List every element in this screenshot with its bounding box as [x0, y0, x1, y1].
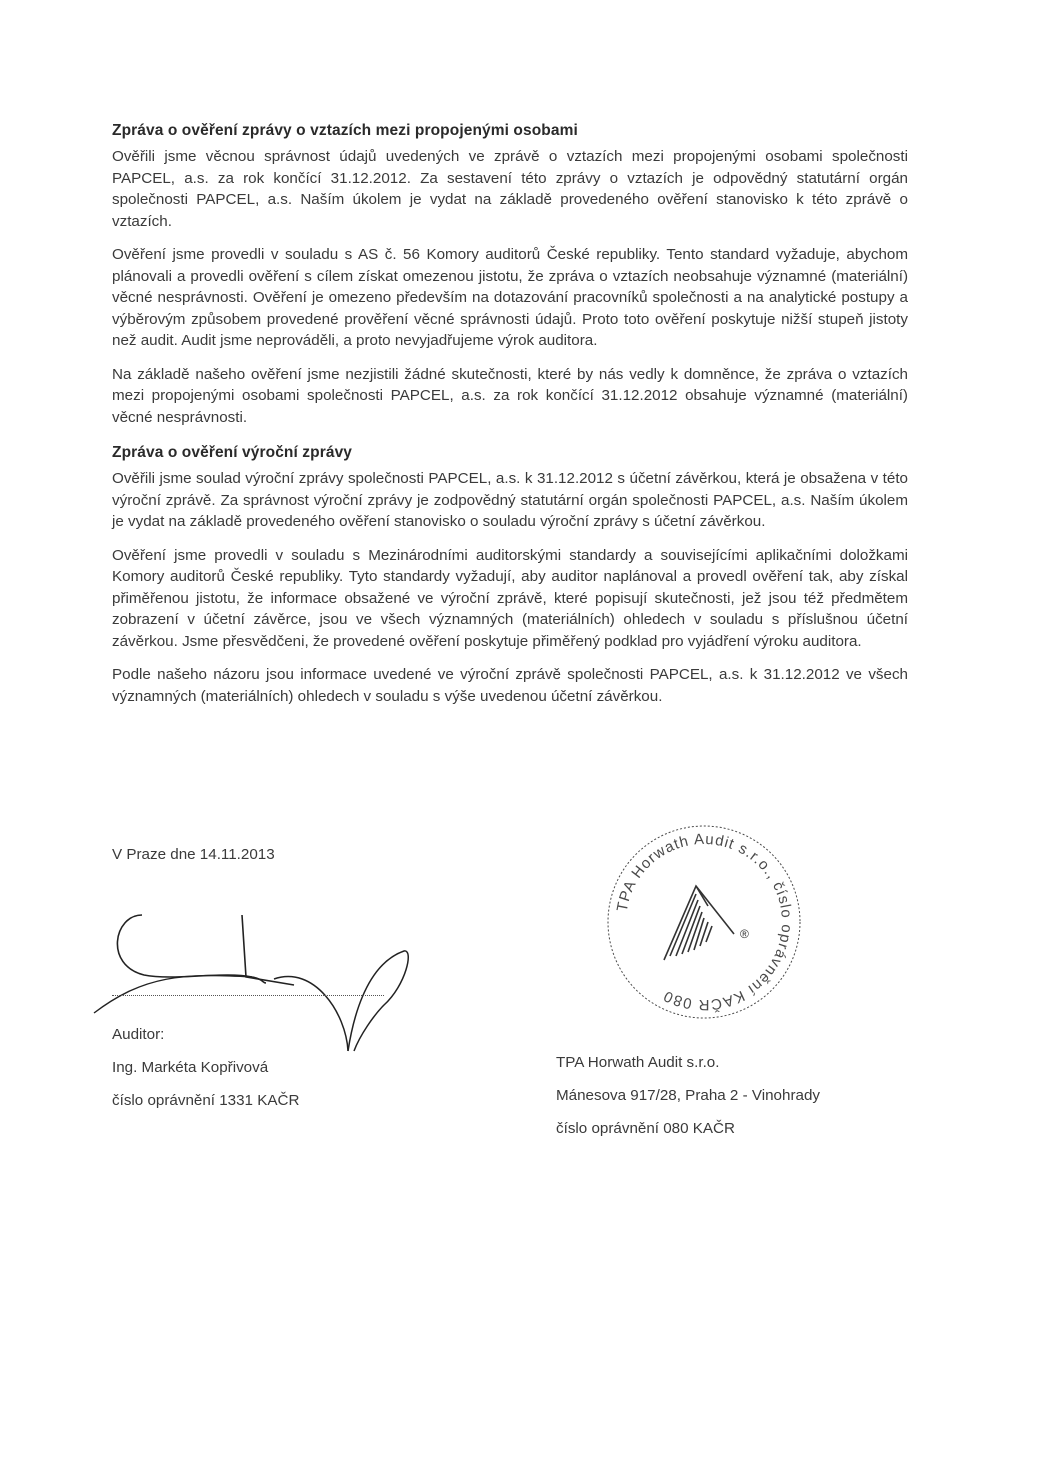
report-body: [112, 122, 908, 719]
firm-license: číslo oprávnění 080 KAČR: [556, 1120, 735, 1137]
paragraph: Ověřili jsme věcnou správnost údajů uvedených ve zprávě o vztazích mezi propojenými osobami společnosti PAPCEL, a.s. za rok končící 31.12.2012. Za sestavení této zprávy o vztazích je odpovědný statutární orgán společnosti PAPCEL, a.s. Naším úkolem je vydat na základě provedeného ověření stanovisko k této zprávě o vztazích.: [112, 148, 908, 230]
place-and-date: V Praze dne 14.11.2013: [112, 846, 275, 863]
company-stamp: [604, 822, 804, 1022]
auditor-block: [112, 1018, 299, 1117]
firm-block: [556, 1046, 820, 1145]
auditor-name: Ing. Markéta Kopřivová: [112, 1059, 269, 1076]
section-heading-annual-report: Zpráva o ověření výroční zprávy: [112, 444, 353, 461]
auditor-label: Auditor:: [112, 1026, 165, 1043]
firm-name: TPA Horwath Audit s.r.o.: [556, 1054, 720, 1071]
paragraph: Na základě našeho ověření jsme nezjistili žádné skutečnosti, které by nás vedly k domněnce, že zpráva o vztazích mezi propojenými osobami společnosti PAPCEL, a.s. za rok končící 31.12.2012 obsahuje významné (materiální) věcné nesprávnosti.: [112, 365, 908, 426]
signature-dotted-line: [112, 995, 384, 996]
paragraph: Ověřili jsme soulad výroční zprávy společnosti PAPCEL, a.s. k 31.12.2012 s účetní závěrkou, která je obsažena v této výroční zprávě. Za správnost výroční zprávy je zodpovědný statutární orgán společnosti PAPCEL, a.s. Naším úkolem je vydat na základě provedeného ověření stanovisko o souladu výroční zprávy s účetní závěrkou.: [112, 470, 908, 530]
svg-text:TPA Horwath Audit s.r.o., čísl: [614, 831, 795, 1013]
section-heading-related-parties: Zpráva o ověření zprávy o vztazích mezi propojenými osobami: [112, 122, 578, 139]
svg-text:®: ®: [740, 927, 749, 941]
paragraph: Ověření jsme provedli v souladu s Mezinárodními auditorskými standardy a souvisejícími aplikačními doložkami Komory auditorů České republiky. Tyto standardy vyžadují, aby auditor naplánoval a provedl ověření tak, aby získal přiměřenou jistotu, že informace obsažené ve výroční zprávě, které popisují skutečnosti, jež jsou též předmětem zobrazení v účetní závěrce, jsou ve všech významných (materiálních) ohledech v souladu s příslušnou účetní závěrkou. Jsme přesvědčeni, že provedené ověření poskytuje přiměřený podklad pro vyjádření výroku auditora.: [112, 546, 908, 650]
auditor-license: číslo oprávnění 1331 KAČR: [112, 1092, 300, 1109]
paragraph: Ověření jsme provedli v souladu s AS č. 56 Komory auditorů České republiky. Tento standard vyžaduje, abychom plánovali a provedli ověření s cílem získat omezenou jistotu, že zpráva o vztazích neobsahuje významné (materiální) věcné nesprávnosti. Ověření je omezeno především na dotazování pracovníků společnosti a na analytické postupy a výběrovým způsobem provedené prověření věcné správnosti údajů. Proto toto ověření poskytuje nižší stupeň jistoty než audit. Audit jsme neprováděli, a proto nevyjadřujeme výrok auditora.: [112, 246, 908, 349]
stamp-logo: [664, 886, 734, 960]
stamp-ring-text: TPA Horwath Audit s.r.o., číslo oprávnění KAČR 080: [613, 830, 796, 1014]
paragraph: Podle našeho názoru jsou informace uvedené ve výroční zprávě společnosti PAPCEL, a.s. k 31.12.2012 ve všech významných (materiálních) ohledech v souladu s výše uvedenou účetní závěrkou.: [112, 666, 908, 705]
firm-address: Mánesova 917/28, Praha 2 - Vinohrady: [556, 1087, 820, 1104]
